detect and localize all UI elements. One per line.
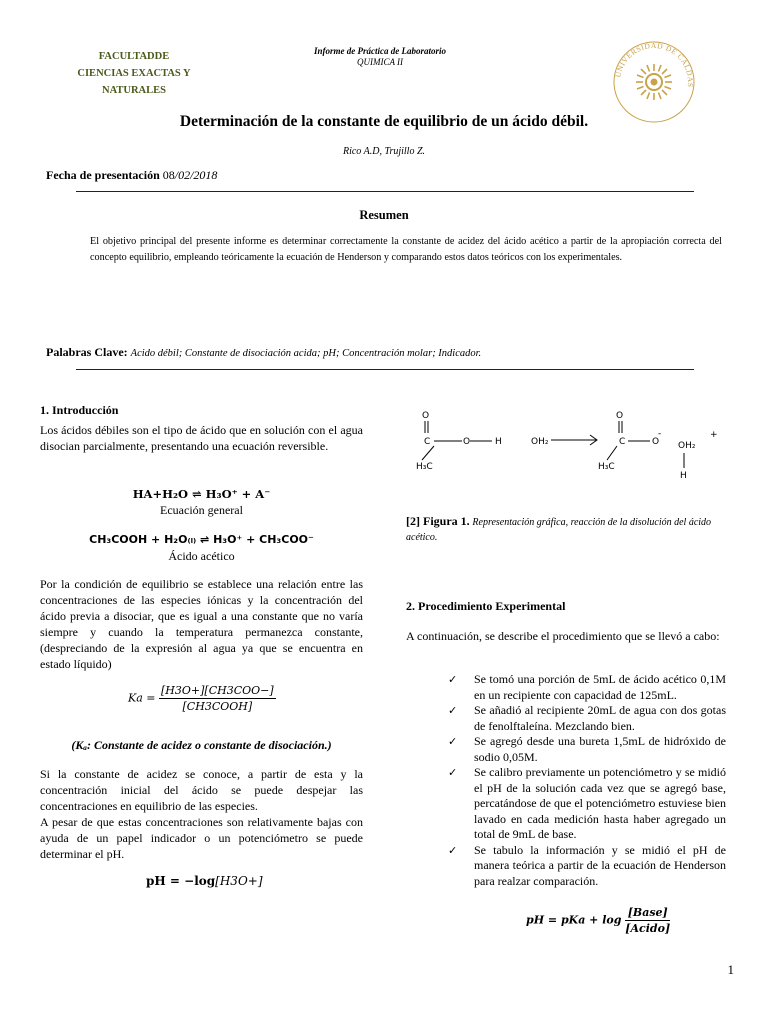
intro-paragraph-1: Los ácidos débiles son el tipo de ácido que en solución con el agua disocian parcialmente, presentando una ecuación reversible. bbox=[40, 423, 363, 453]
atom-c-right: C bbox=[619, 437, 626, 447]
list-item bbox=[448, 843, 726, 890]
checkmark-icon: ✓ bbox=[448, 673, 458, 686]
course-name: QUIMICA II bbox=[356, 57, 404, 67]
group-oh2-left: OH₂ bbox=[531, 437, 549, 447]
ph-lhs: pH = − bbox=[146, 874, 195, 888]
acetic-equation-formula: CH₃COOH + H₂O₍ₗ₎ ⇌ H₃O⁺ + CH₃COO⁻ bbox=[89, 533, 314, 546]
list-item bbox=[448, 672, 726, 703]
atom-o-top-left: O bbox=[422, 411, 430, 421]
atom-o-top-right: O bbox=[616, 411, 624, 421]
ka-denominator: [CH3COOH] bbox=[182, 700, 253, 713]
ka-formula bbox=[128, 684, 276, 713]
list-item-text: Se tabulo la información y se midió el pH de manera teórica a partir de la ecuación de Henderson para realzar comparación. bbox=[474, 842, 726, 888]
group-ch3-right: H₃C bbox=[598, 462, 615, 472]
acetic-acid-dissociation-figure bbox=[406, 404, 726, 504]
henderson-lhs: pH = pKa + bbox=[526, 913, 599, 927]
date-label: Fecha de presentación bbox=[46, 168, 160, 182]
keywords-label: Palabras Clave: bbox=[46, 345, 128, 359]
list-item-text: Se agregó desde una bureta 1,5mL de hidróxido de sodio 0,05M. bbox=[474, 734, 726, 764]
keywords-text: Acido débil; Constante de disociación acida; pH; Concentración molar; Indicador. bbox=[130, 348, 482, 359]
atom-h-right: H bbox=[680, 471, 687, 481]
figure-caption-text: Representación gráfica, reacción de la disolución del ácido acético. bbox=[406, 517, 712, 543]
henderson-denominator: [Acido] bbox=[625, 922, 671, 935]
ka-definition: (Kₐ: Constante de acidez o constante de disociación.) bbox=[71, 738, 332, 752]
list-item-text: Se tomó una porción de 5mL de ácido acético 0,1M en un recipiente con capacidad de 125mL. bbox=[474, 672, 726, 702]
charge-plus: + bbox=[710, 430, 718, 440]
atom-h-left: H bbox=[495, 437, 502, 447]
atom-o-mid-left: O bbox=[463, 437, 471, 447]
checkmark-icon: ✓ bbox=[448, 766, 458, 779]
list-item bbox=[448, 703, 726, 734]
general-equation bbox=[40, 486, 363, 518]
ka-numerator: [H3O+][CH3COO−] bbox=[161, 684, 274, 697]
atom-o-right: O bbox=[652, 437, 660, 447]
intro-heading: 1. Introducción bbox=[40, 403, 119, 417]
figure-caption bbox=[406, 514, 728, 545]
keywords bbox=[46, 345, 736, 360]
list-item bbox=[448, 765, 726, 843]
intro-paragraph-2: Por la condición de equilibrio se establece una relación entre las concentraciones de las especies iónicas y la concentración del ácido previa a disociar, que es igual a una constante que no varía siempre y cuando la temperatura permanezca constante, (despreciando de la expresión al agua ya que se encuentra en estado líquido) bbox=[40, 577, 363, 671]
university-seal-logo bbox=[612, 40, 696, 124]
atom-c-left: C bbox=[424, 437, 431, 447]
henderson-fraction bbox=[625, 906, 670, 935]
group-oh2-right: OH₂ bbox=[678, 441, 696, 451]
henderson-log: log bbox=[602, 913, 622, 927]
general-equation-caption: Ecuación general bbox=[160, 503, 243, 517]
divider-top bbox=[76, 191, 694, 192]
paper-title: Determinación de la constante de equilibrio de un ácido débil. bbox=[179, 113, 589, 130]
checkmark-icon: ✓ bbox=[448, 735, 458, 748]
ph-argument: [H3O+] bbox=[215, 874, 263, 888]
bond-c-ch3-right bbox=[607, 446, 617, 460]
checkmark-icon: ✓ bbox=[448, 704, 458, 717]
bond-c-ch3-left bbox=[422, 446, 434, 460]
henderson-formula bbox=[526, 906, 670, 935]
ph-log: log bbox=[194, 874, 216, 888]
report-type: Informe de Práctica de Laboratorio bbox=[314, 46, 446, 56]
ph-formula bbox=[146, 874, 263, 888]
report-header bbox=[260, 46, 500, 68]
procedure-list bbox=[448, 672, 726, 889]
date-value-rest: /02/2018 bbox=[174, 168, 218, 182]
acetic-equation bbox=[40, 532, 363, 564]
logo-ring-text: UNIVERSIDAD DE CALDAS bbox=[613, 40, 696, 89]
faculty-name: FACULTADDE CIENCIAS EXACTAS Y NATURALES bbox=[77, 51, 191, 96]
divider-keywords bbox=[76, 369, 694, 370]
procedure-intro: A continuación, se describe el procedimiento que se llevó a cabo: bbox=[406, 629, 720, 643]
list-item-text: Se añadió al recipiente 20mL de agua con dos gotas de fenolftaleína. Mezclando bien. bbox=[474, 703, 726, 733]
list-item bbox=[448, 734, 726, 765]
page-number: 1 bbox=[727, 962, 734, 977]
ka-lhs: Ka = bbox=[128, 691, 156, 705]
abstract-heading: Resumen bbox=[359, 208, 409, 222]
procedure-heading: 2. Procedimiento Experimental bbox=[406, 599, 566, 613]
general-equation-formula: HA+H₂O ⇌ H₃O⁺ + A⁻ bbox=[132, 487, 271, 501]
ka-fraction bbox=[159, 684, 276, 713]
date-value-day: 08 bbox=[162, 168, 175, 182]
charge-minus: - bbox=[658, 429, 662, 439]
henderson-numerator: [Base] bbox=[625, 906, 670, 921]
group-ch3-left: H₃C bbox=[416, 462, 433, 472]
acetic-equation-caption: Ácido acético bbox=[168, 549, 235, 563]
intro-paragraph-3: Si la constante de acidez se conoce, a partir de esta y la concentración inicial del ácido se puede despejar las concentraciones en equilibrio de las especies. bbox=[40, 767, 363, 813]
abstract-text: El objetivo principal del presente informe es determinar correctamente la constante de acidez del ácido acético a partir de la apropiación correcta del concepto equilibrio, empleando teóricamente la ecuación de Henderson y comparando estos datos teóricos con los experimentales. bbox=[90, 236, 722, 263]
submission-date bbox=[46, 168, 217, 183]
figure-ref: [2] Figura 1. bbox=[406, 514, 470, 528]
authors: Rico A.D, Trujillo Z. bbox=[342, 146, 426, 157]
intro-paragraph-4: A pesar de que estas concentraciones son relativamente bajas con ayuda de un papel indicador o un potenciómetro se puede determinar el pH. bbox=[40, 815, 363, 861]
list-item-text: Se calibro previamente un potenciómetro y se midió el pH de la solución cada vez que se agregó base, percatándose de que el potenciómetro estuviese bien lavado en cada medición hasta haber agregado un total de 9mL de base. bbox=[474, 765, 726, 841]
checkmark-icon: ✓ bbox=[448, 843, 458, 857]
